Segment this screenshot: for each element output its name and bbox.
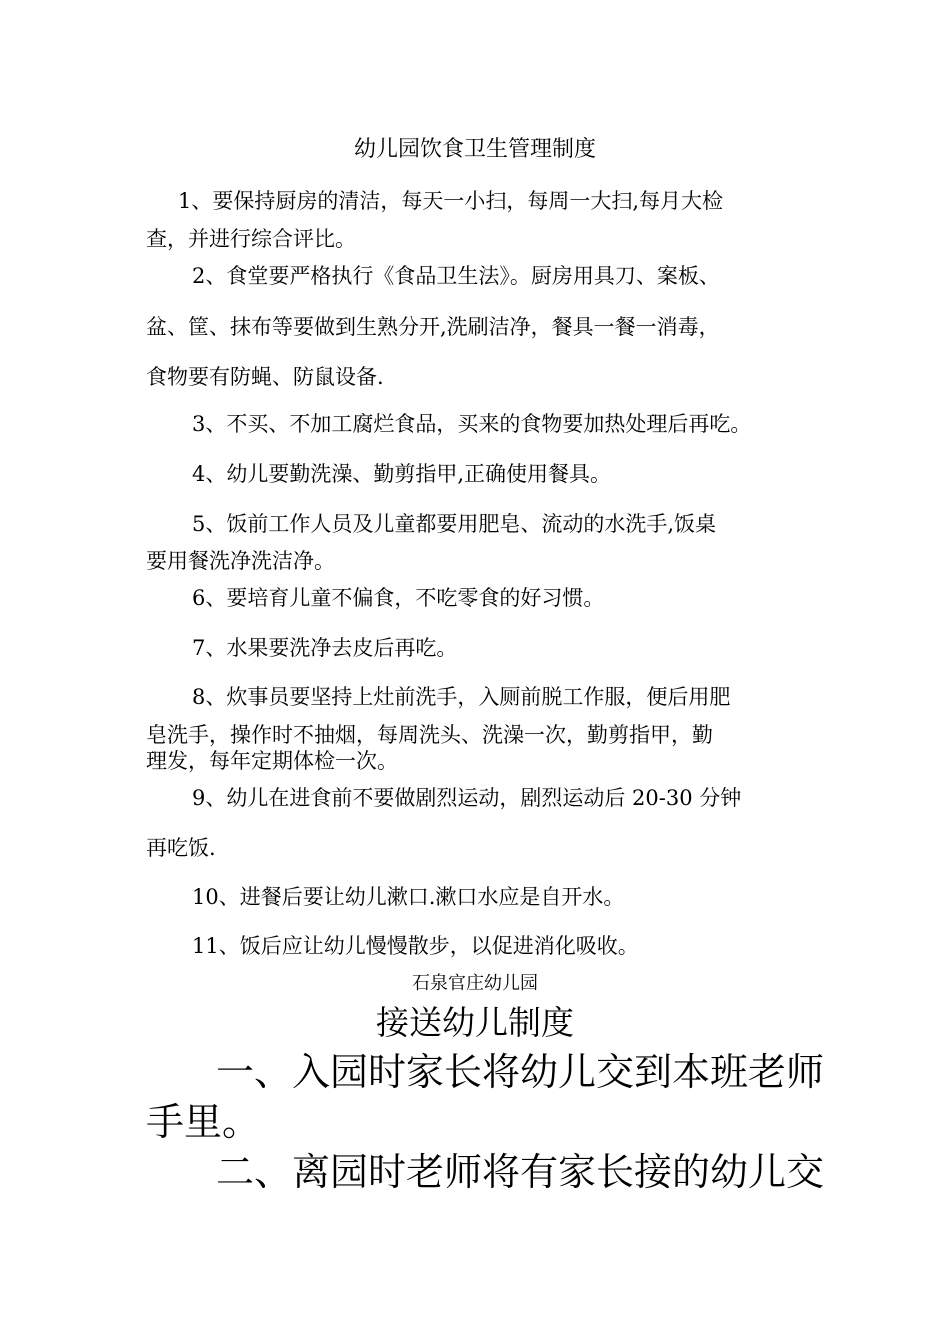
rule-4-line-1: 4、幼儿要勤洗澡、勤剪指甲,正确使用餐具。 — [192, 462, 612, 486]
document-title: 幼儿园饮食卫生管理制度 — [353, 137, 596, 162]
rule-1-line-2: 查，并进行综合评比。 — [146, 227, 356, 251]
rule-1-line-1: 1、要保持厨房的清洁，每天一小扫，每周一大扫,每月大检 — [178, 189, 724, 213]
pickup-rule-1-line-2: 手里。 — [146, 1100, 261, 1144]
section-title: 接送幼儿制度 — [376, 1003, 574, 1042]
rule-8-line-3: 理发，每年定期体检一次。 — [146, 749, 398, 773]
rule-5-line-2: 要用餐洗净洗洁净。 — [146, 549, 335, 573]
rule-5-line-1: 5、饭前工作人员及儿童都要用肥皂、流动的水洗手,饭桌 — [192, 512, 717, 536]
rule-3-line-1: 3、不买、不加工腐烂食品，买来的食物要加热处理后再吃。 — [192, 412, 752, 436]
pickup-rule-2-line-1: 二、离园时老师将有家长接的幼儿交 — [216, 1150, 825, 1194]
rule-7-line-1: 7、水果要洗净去皮后再吃。 — [192, 636, 458, 660]
rule-8-line-2: 皂洗手，操作时不抽烟，每周洗头、洗澡一次，勤剪指甲，勤 — [146, 723, 713, 747]
rule-11-line-1: 11、饭后应让幼儿慢慢散步，以促进消化吸收。 — [192, 934, 639, 958]
rule-9-line-1: 9、幼儿在进食前不要做剧烈运动，剧烈运动后 20-30 分钟 — [192, 786, 742, 810]
rule-2-line-2: 盆、筐、抹布等要做到生熟分开,洗刷洁净，餐具一餐一消毒， — [146, 315, 720, 339]
rule-10-line-1: 10、进餐后要让幼儿漱口.漱口水应是自开水。 — [192, 885, 625, 909]
rule-8-line-1: 8、炊事员要坚持上灶前洗手，入厕前脱工作服，便后用肥 — [192, 685, 731, 709]
rule-9-line-2: 再吃饭. — [146, 836, 216, 860]
rule-2-line-1: 2、食堂要严格执行《食品卫生法》。厨房用具刀、案板、 — [192, 264, 720, 288]
rule-2-line-3: 食物要有防蝇、防鼠设备. — [146, 365, 384, 389]
rule-6-line-1: 6、要培育儿童不偏食，不吃零食的好习惯。 — [192, 586, 605, 610]
pickup-rule-1-line-1: 一、入园时家长将幼儿交到本班老师 — [216, 1050, 825, 1094]
school-name: 石泉官庄幼儿园 — [412, 973, 538, 994]
